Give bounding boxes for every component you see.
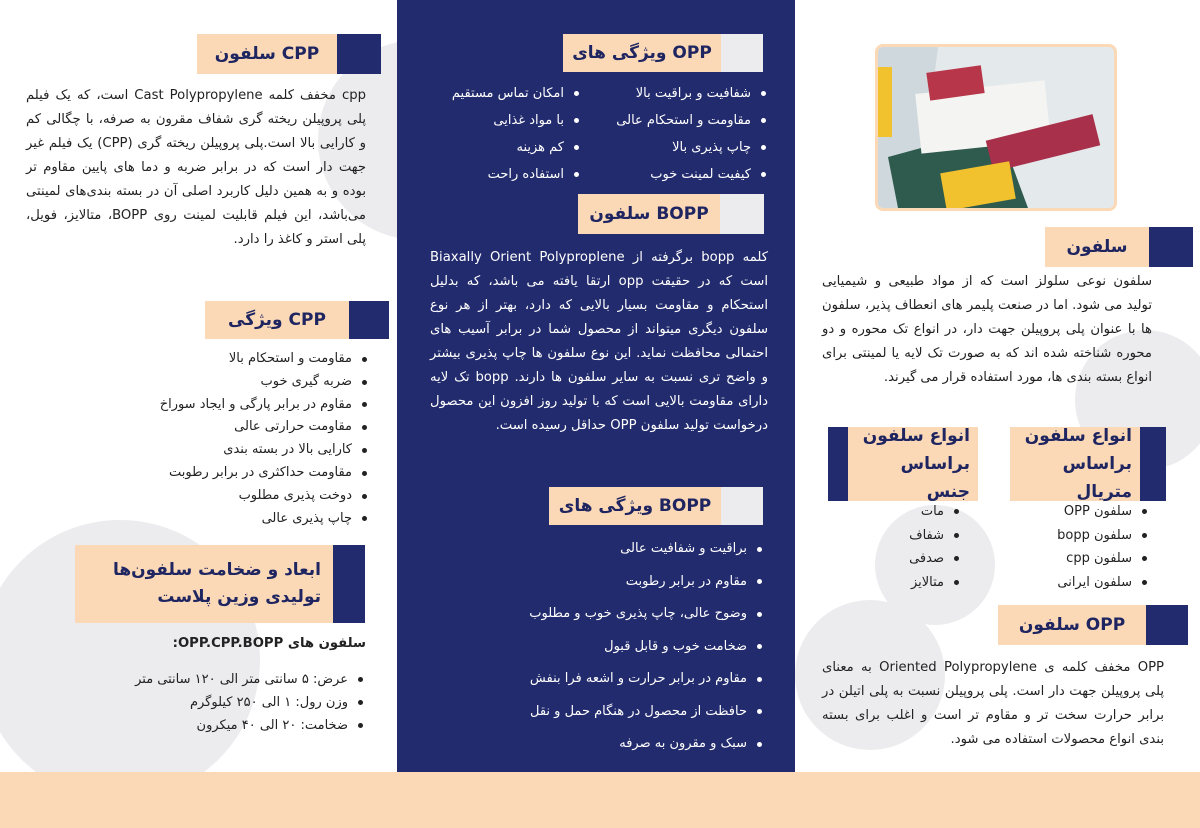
footer-band: [0, 772, 1200, 828]
types-material-list: [1057, 500, 1148, 594]
opp-features-list-2: [452, 80, 580, 188]
list-item: ضخامت: ۲۰ الی ۴۰ میکرون: [135, 714, 348, 737]
list-item: کارایی بالا در بسته بندی: [160, 439, 352, 462]
section-title: سلفون: [1045, 227, 1149, 267]
cellophane-paragraph: سلفون نوعی سلولز است که از مواد طبیعی و شیمیایی تولید می شود. اما در صنعت پلیمر های انعطاف پذیر، سلفون ها با عنوان پلی پروپیلن جهت دار، در انواع تک محوره و دو محوره شناخته شده اند که به صورت تک لایه یا لمینتی برای انواع بسته بندی ها، مورد استفاده قرار می گیرند.: [822, 274, 1152, 385]
list-item: کم هزینه: [452, 134, 564, 161]
list-item: مات: [909, 500, 944, 524]
list-item: وزن رول: ۱ الی ۲۵۰ کیلوگرم: [135, 691, 348, 714]
section-header-opp-features: [563, 34, 763, 72]
product-photo: [875, 44, 1117, 211]
list-item: براقیت و شفافیت عالی: [529, 533, 747, 566]
header-square: [721, 487, 763, 525]
header-square: [349, 301, 389, 339]
header-square: [720, 194, 764, 234]
cpp-features-list: [160, 348, 368, 530]
list-item: ضربه گیری خوب: [160, 371, 352, 394]
opp-paragraph: OPP مخفف کلمه ی Oriented Polypropylene به معنای پلی پروپیلن جهت دار است. پلی پروپیلن نسبت به پلی اتیلن در برابر حرارت سخت تر و مقاوم تر است و اغلب برای بسته بندی انواع محصولات استفاده می شود.: [822, 660, 1165, 747]
dimensions-list: [135, 668, 364, 737]
section-title: سلفون OPP: [998, 605, 1146, 645]
header-square: [828, 427, 848, 501]
list-item: امکان تماس مستقیم: [452, 80, 564, 107]
list-item: سلفون cpp: [1057, 547, 1132, 571]
list-item: سبک و مقرون به صرفه: [529, 728, 747, 761]
list-item: حافظت از محصول در هنگام حمل و نقل: [529, 696, 747, 729]
section-header-types-material: [1010, 427, 1166, 501]
types-gender-list: [909, 500, 960, 594]
list-item: چاپ پذیری عالی: [160, 508, 352, 531]
list-item: مقاوم در برابر رطوبت: [529, 566, 747, 599]
header-square: [721, 34, 763, 72]
section-header-cpp-features: [205, 301, 389, 339]
list-item: مقاومت و استحکام عالی: [616, 107, 751, 134]
list-item: ضخامت خوب و قابل قبول: [529, 631, 747, 664]
section-title: ویژگی های OPP: [563, 34, 721, 72]
list-item: سلفون ایرانی: [1057, 571, 1132, 595]
list-item: مقاومت حرارتی عالی: [160, 416, 352, 439]
section-header-opp: [998, 605, 1188, 645]
list-item: سلفون OPP: [1057, 500, 1132, 524]
header-square: [1140, 427, 1166, 501]
cpp-paragraph: cpp مخفف کلمه Cast Polypropylene است، که یک فیلم پلی پروپیلن ریخته گری شفاف مقرون به صرفه، با چگالی کم و کارایی بالا است.پلی پروپیلن ریخته گری (CPP) یک فیلم غیر جهت دار است که در برابر ضربه و دما های پایین مقاوم تر بوده و به همین دلیل کاربرد اصلی آن در بسته بندی‌های لمینتی می‌باشد، این فیلم قابلیت لمینت روی BOPP، متالایز، فویل، پلی استر و کاغذ را دارد.: [26, 88, 366, 247]
header-square: [1149, 227, 1193, 267]
section-header-types-gender: [828, 427, 978, 501]
list-item: عرض: ۵ سانتی متر الی ۱۲۰ سانتی متر: [135, 668, 348, 691]
list-item: صدفی: [909, 547, 944, 571]
header-square: [337, 34, 381, 74]
section-title: انواع سلفون براساس متریال: [1010, 427, 1140, 501]
section-header-cellophane: [1045, 227, 1193, 267]
list-item: سلفون bopp: [1057, 524, 1132, 548]
bopp-features-list: [529, 533, 763, 761]
list-item: مقاومت حداکثری در برابر رطوبت: [160, 462, 352, 485]
list-item: استفاده راحت: [452, 161, 564, 188]
list-item: شفافیت و براقیت بالا: [616, 80, 751, 107]
header-square: [1146, 605, 1188, 645]
list-item: وضوح عالی، چاپ پذیری خوب و مطلوب: [529, 598, 747, 631]
section-title: انواع سلفون براساس جنس: [848, 427, 978, 501]
section-title: ویژگی های BOPP: [549, 487, 721, 525]
section-title: ابعاد و ضخامت سلفون‌ها تولیدی وزین پلاست: [75, 545, 333, 623]
header-square: [333, 545, 365, 623]
section-title: سلفون CPP: [197, 34, 337, 74]
list-item: دوخت پذیری مطلوب: [160, 485, 352, 508]
section-header-bopp-features: [549, 487, 763, 525]
section-title: ویژگی CPP: [205, 301, 349, 339]
list-item: با مواد غذایی: [452, 107, 564, 134]
section-header-cpp: [197, 34, 381, 74]
list-item: کیفیت لمینت خوب: [616, 161, 751, 188]
bopp-paragraph: کلمه bopp برگرفته از Biaxally Orient Polyproplene است که در حقیقت opp ارتقا یافته می باشد، که بدلیل استحکام و مقاومت بسیار بالایی که دارد، بهتر از هر نوع سلفون دیگری میتواند از محصول شما در برابر آسیب های احتمالی محافظت نماید. این نوع سلفون ها چاپ پذیری بیشتر و واضح تری نسبت به سایر سلفون ها دارند. bopp تک لایه دارای مقاومت بالایی است که با تولید روز افزون این محصول درخواست تولید سلفون OPP حداقل رسیده است.: [430, 250, 769, 433]
section-header-dimensions: [75, 545, 365, 623]
list-item: شفاف: [909, 524, 944, 548]
list-item: چاپ پذیری بالا: [616, 134, 751, 161]
opp-features-list-1: [616, 80, 767, 188]
list-item: متالایز: [909, 571, 944, 595]
list-item: مقاوم در برابر پارگی و ایجاد سوراخ: [160, 394, 352, 417]
section-header-bopp: [578, 194, 764, 234]
dimensions-subtitle: سلفون های OPP.CPP.BOPP:: [172, 636, 366, 651]
section-title: سلفون BOPP: [578, 194, 720, 234]
list-item: مقاومت و استحکام بالا: [160, 348, 352, 371]
list-item: مقاوم در برابر حرارت و اشعه فرا بنفش: [529, 663, 747, 696]
